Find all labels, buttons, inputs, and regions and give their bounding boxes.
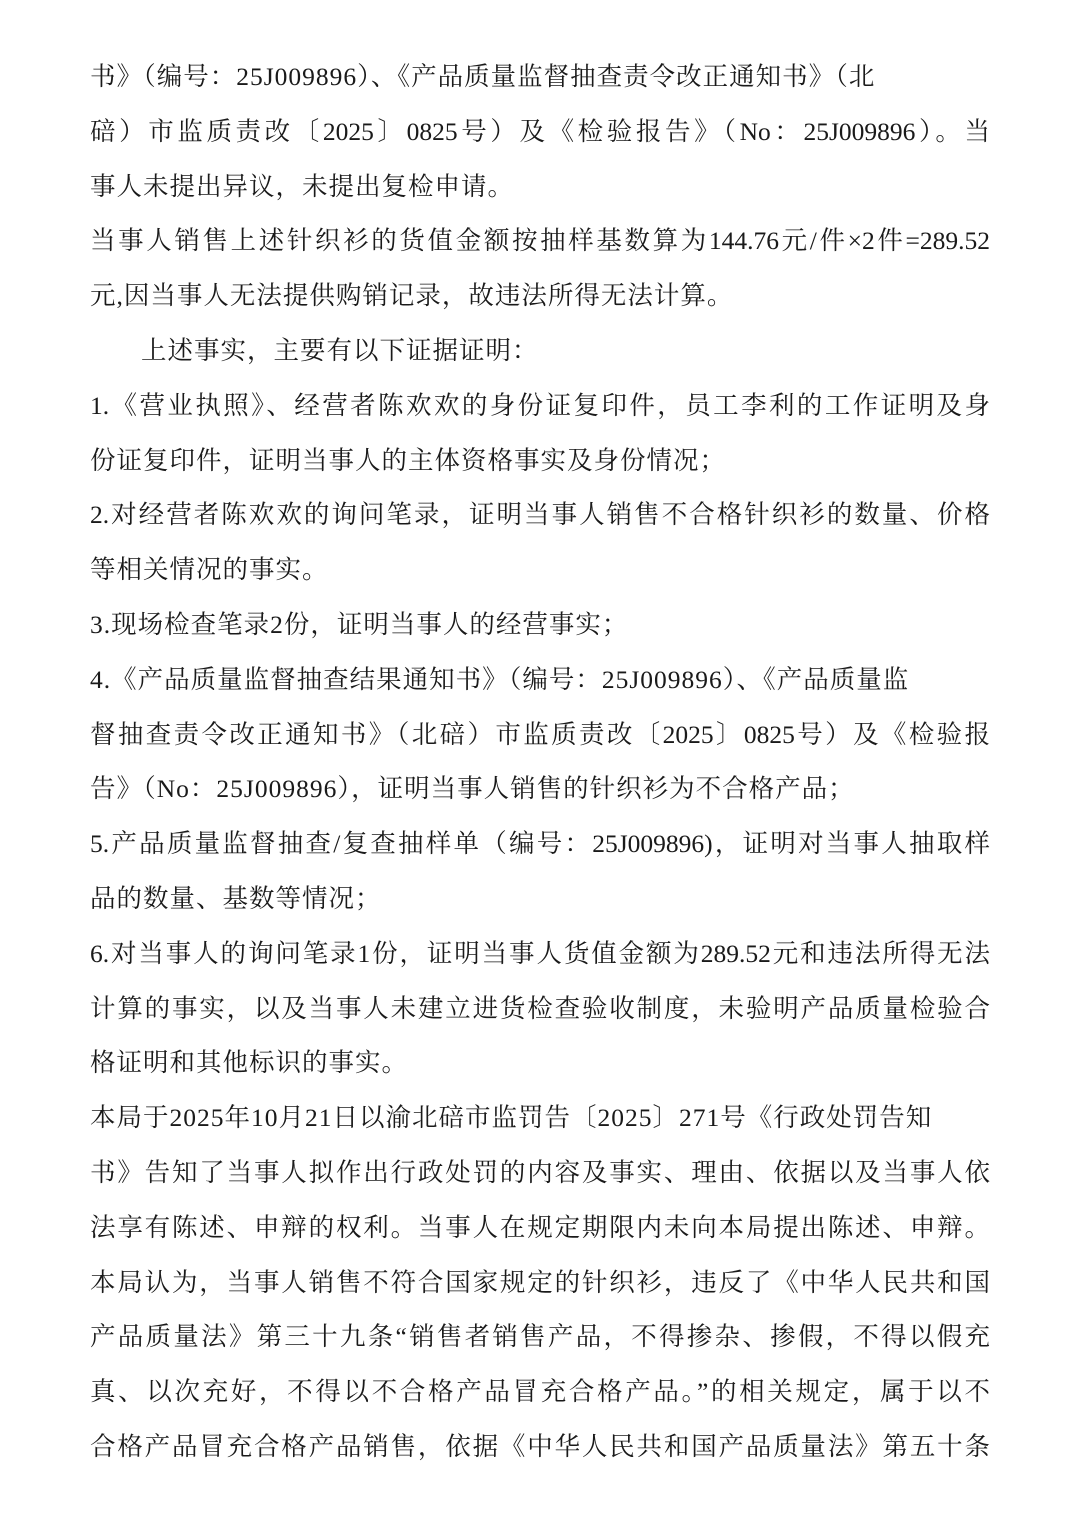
text-line: 元,因当事人无法提供购销记录，故违法所得无法计算。 (90, 281, 734, 311)
para-evidence-item-1 (90, 379, 990, 489)
para-penalty-notification (90, 1091, 990, 1255)
text-line: 书》告知了当事人拟作出行政处罚的内容及事实、理由、依据以及当事人依 (90, 1157, 990, 1187)
text-line: 督抽查责令改正通知书》（北碚）市监质责改〔2025〕0825号）及《检验报 (90, 719, 990, 749)
text-line: 碚）市监质责改〔2025〕0825号）及《检验报告》（No：25J009896）。当 (90, 116, 990, 146)
text-line: 告》（No：25J009896），证明当事人销售的针织衫为不合格产品； (90, 774, 855, 804)
para-evidence-item-2 (90, 488, 990, 598)
text-line: 合格产品冒充合格产品销售，依据《中华人民共和国产品质量法》第五十条 (90, 1431, 990, 1461)
text-line: 3.现场检查笔录2份，证明当事人的经营事实； (90, 609, 629, 639)
text-line: 事人未提出异议，未提出复检申请。 (90, 171, 515, 201)
text-line: 上述事实，主要有以下证据证明： (141, 335, 539, 365)
para-evidence-item-5 (90, 817, 990, 927)
para-continuation-notice (90, 50, 990, 214)
text-line: 格证明和其他标识的事实。 (90, 1048, 409, 1078)
text-line: 产品质量法》第三十九条“销售者销售产品，不得掺杂、掺假，不得以假充 (90, 1322, 990, 1352)
para-evidence-item-6 (90, 927, 990, 1091)
text-line: 1.《营业执照》、经营者陈欢欢的身份证复印件，员工李利的工作证明及身 (90, 390, 990, 420)
para-evidence-item-4 (90, 653, 990, 817)
para-evidence-item-3 (90, 598, 990, 653)
text-line: 真、以次充好，不得以不合格产品冒充合格产品。”的相关规定，属于以不 (90, 1377, 990, 1407)
text-line: 5.产品质量监督抽查/复查抽样单（编号：25J009896)，证明对当事人抽取样 (90, 829, 990, 859)
text-line: 法享有陈述、申辩的权利。当事人在规定期限内未向本局提出陈述、申辩。 (90, 1212, 990, 1242)
text-line: 份证复印件，证明当事人的主体资格事实及身份情况； (90, 445, 727, 475)
text-line: 品的数量、基数等情况； (90, 883, 382, 913)
text-line: 本局认为，当事人销售不符合国家规定的针织衫，违反了《中华人民共和国 (90, 1267, 990, 1297)
text-line: 当事人销售上述针织衫的货值金额按抽样基数算为144.76元/件×2件=289.52 (90, 226, 990, 256)
para-bureau-finding (90, 1256, 990, 1475)
text-line: 书》（编号：25J009896）、《产品质量监督抽查责令改正通知书》（北 (90, 62, 876, 91)
document-page (90, 50, 990, 1475)
text-line: 6.对当事人的询问笔录1份，证明当事人货值金额为289.52元和违法所得无法 (90, 938, 990, 968)
text-line: 本局于2025年10月21日以渝北碚市监罚告〔2025〕271号《行政处罚告知 (90, 1103, 933, 1133)
text-line: 2.对经营者陈欢欢的询问笔录，证明当事人销售不合格针织衫的数量、价格 (90, 500, 990, 530)
text-line: 4.《产品质量监督抽查结果通知书》（编号：25J009896）、《产品质量监 (90, 664, 910, 694)
text-line: 等相关情况的事实。 (90, 555, 329, 585)
para-goods-value (90, 214, 990, 324)
para-evidence-heading (90, 324, 990, 379)
text-line: 计算的事实，以及当事人未建立进货检查验收制度，未验明产品质量检验合 (90, 993, 990, 1023)
